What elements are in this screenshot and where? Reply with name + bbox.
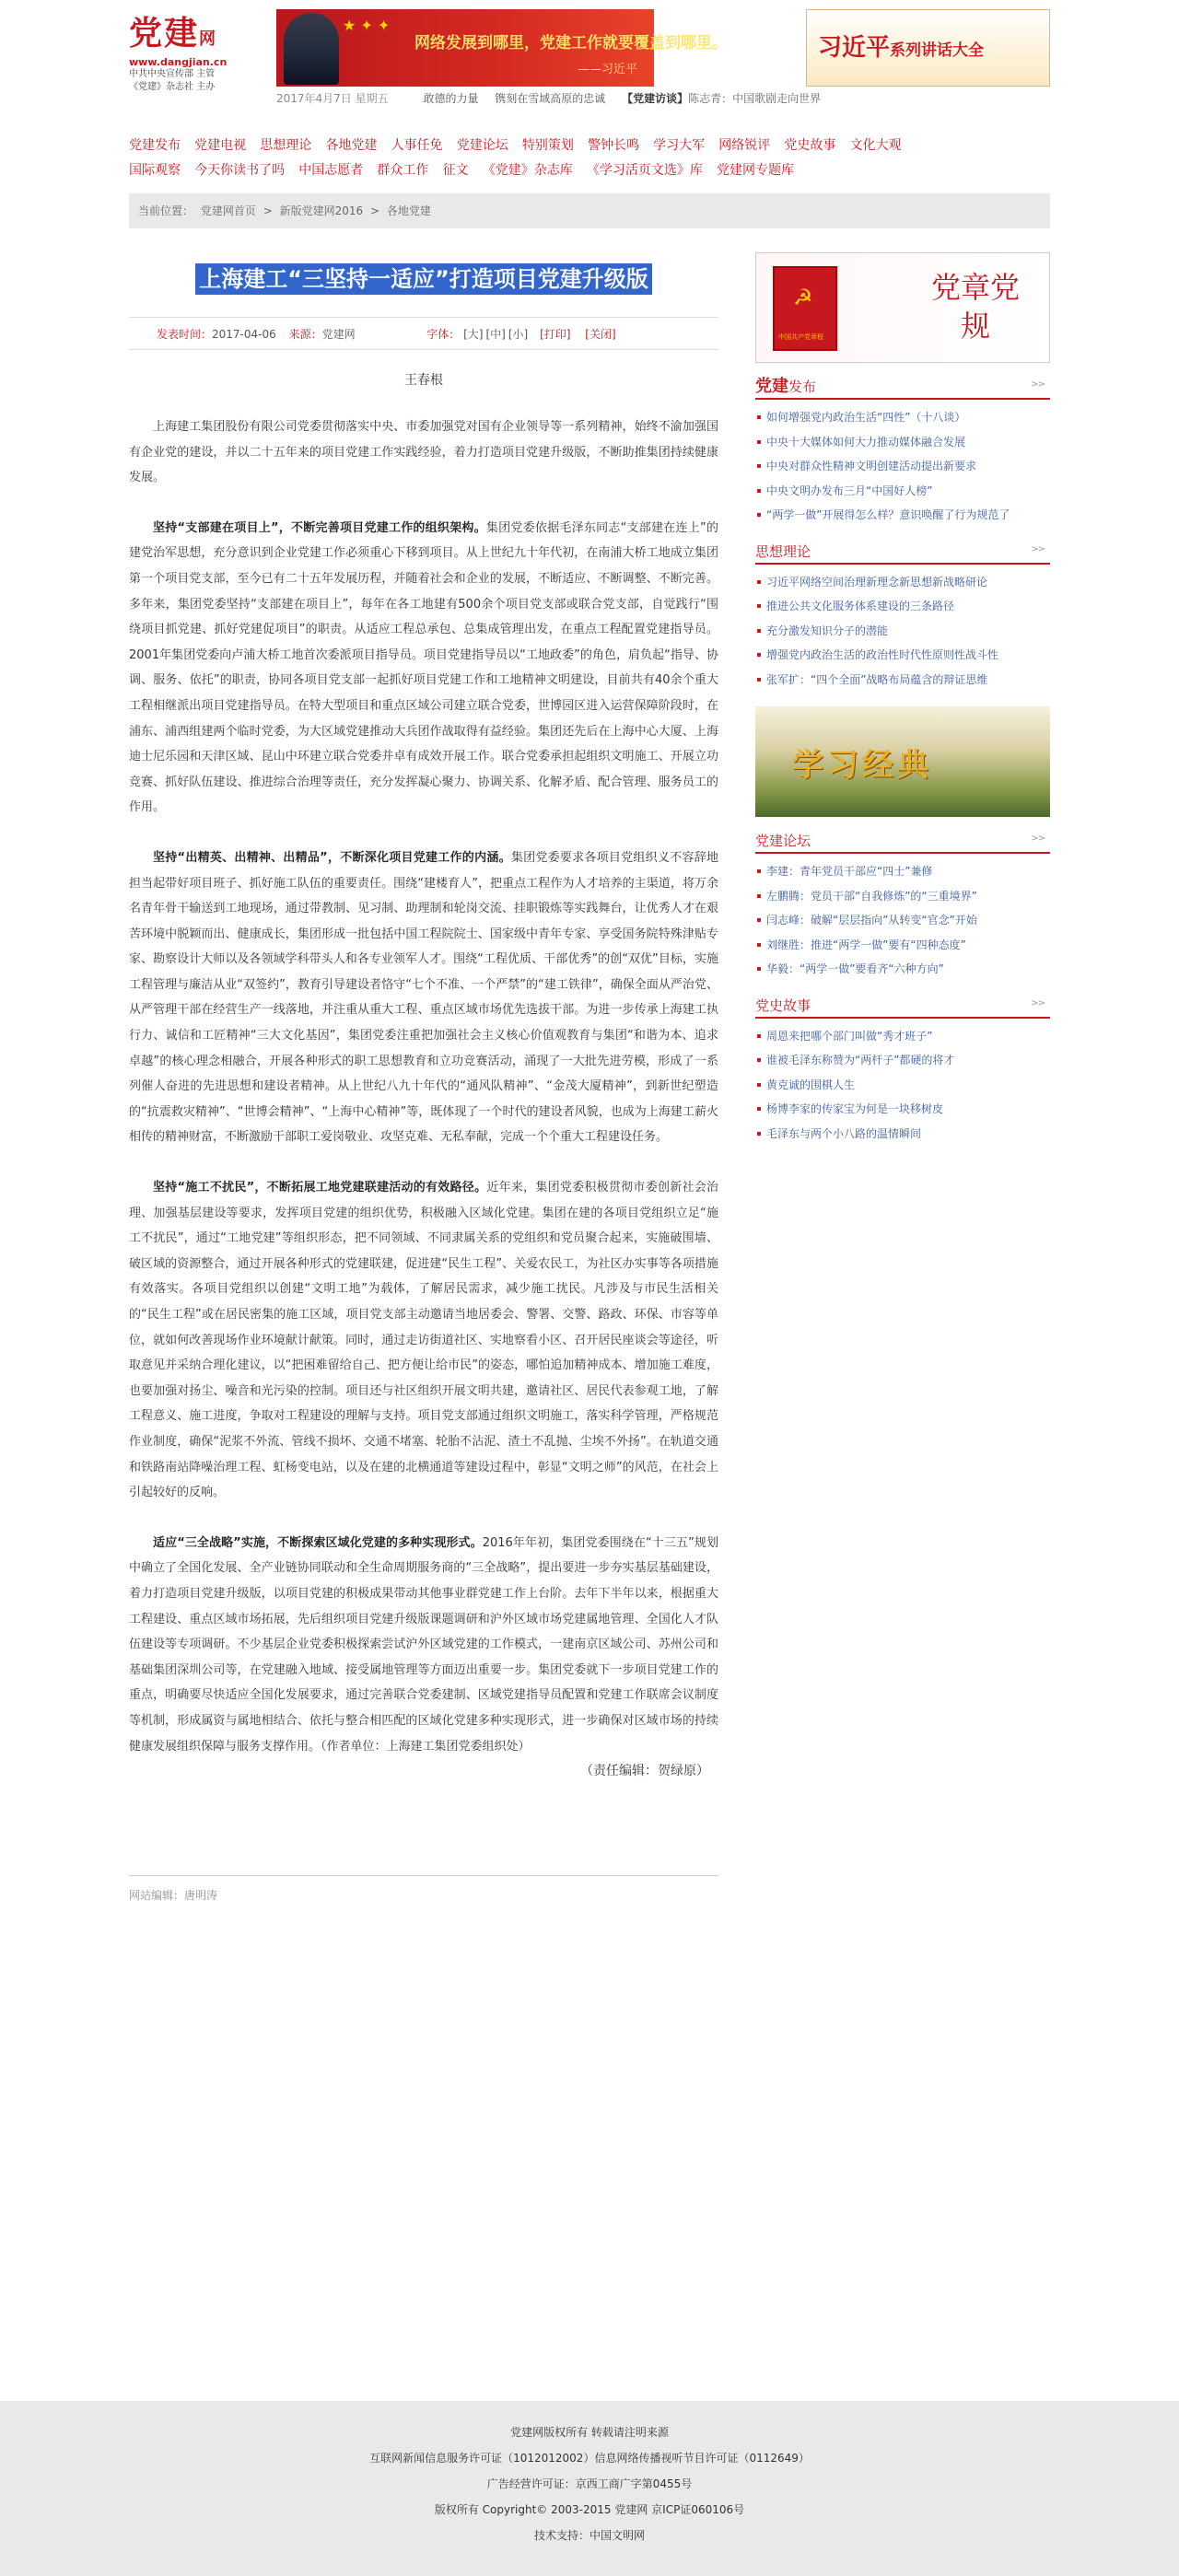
list-item[interactable]: 左鹏腾：党员干部“自我修炼”的“三重境界” xyxy=(755,884,1050,909)
breadcrumb-link-section[interactable]: 各地党建 xyxy=(386,204,431,217)
banner-signature: ——习近平 xyxy=(577,63,637,76)
article-meta xyxy=(129,317,718,350)
list-item[interactable]: 谁被毛泽东称赞为“两杆子”都硬的将才 xyxy=(755,1048,1050,1073)
sidebar xyxy=(755,241,1050,1146)
breadcrumb-link-home[interactable]: 党建网首页 xyxy=(200,204,256,217)
list-item[interactable]: 刘继胜：推进“两学一做”要有“四种态度” xyxy=(755,933,1050,958)
header-subbar xyxy=(276,90,1050,106)
nav-item[interactable]: 群众工作 xyxy=(377,163,429,178)
list-item[interactable]: 李建：青年党员干部应“四士”兼修 xyxy=(755,859,1050,884)
book-title: 中国共产党章程 xyxy=(778,333,823,341)
portrait-image xyxy=(284,13,339,85)
logo-org-line1: 中共中央宣传部 主管 xyxy=(129,69,216,79)
paragraph-lead: 坚持“出精英、出精神、出精品”，不断深化项目党建工作的内涵。 xyxy=(153,850,511,865)
party-constitution-book-icon xyxy=(773,266,837,351)
article-author: 王春根 xyxy=(404,373,443,388)
web-editor: 网站编辑：唐明涛 xyxy=(129,1875,718,1903)
nav-item[interactable]: 《学习活页文选》库 xyxy=(586,163,703,178)
current-date: 2017年4月7日 星期五 xyxy=(276,92,389,105)
list-item[interactable]: 闫志峰：破解“层层指向”从转变“官念”开始 xyxy=(755,908,1050,933)
nav-item[interactable]: 警钟长鸣 xyxy=(587,138,639,153)
breadcrumb-separator: > xyxy=(369,204,380,217)
footer-license: 互联网新闻信息服务许可证（1012012002）信息网络传播视听节目许可证（0112649） xyxy=(369,2452,810,2465)
ticker-item[interactable]: 敢德的力量 xyxy=(423,92,479,105)
sidebar-section-forum xyxy=(755,830,1050,982)
nav-item[interactable]: 党建发布 xyxy=(129,138,181,153)
article-paragraph: 坚持“支部建在项目上”，不断完善项目党建工作的组织架构。集团党委依据毛泽东同志“支部建在连上”的建党治军思想，充分意识到企业党建工作必须重心下移到项目。从上世纪九十年代初，在南浦大桥工地成立集团第一个项目党支部，至今已有二十五年发展历程，并随着社会和企业的发展，不断适应、不断调整、不断完善。多年来，集团党委坚持“支部建在项目上”，每年在各工地建有500余个项目党支部或联合党支部，自觉践行“围绕项目抓党建、抓好党建促项目”的职责。从适应工程总承包、总集成管理出发，在重点工程配置党建指导员。2001年集团党委向卢浦大桥工地首次委派项目指导员。项目党建指导员以“工地政委”的角色，肩负起“指导、协调、服务、依托”的职责，协同各项目党支部一起抓好项目党建工作和工地精神文明建设，目前共有40余个重大工程相继派出项目党建指导员。在特大型项目和重点区域公司建立联合党委，世博园区进入运营保障阶段时，在浦东、浦西组建两个临时党委，为大区域党建推动大兵团作战取得有益经验。集团还先后在上海中心大厦、上海迪士尼乐园和天津区域、昆山中环建立联合党委并卓有成效开展工作。联合党委承担起组织文明施工、开展立功竞赛、抓好队伍建设、推进综合治理等责任，充分发挥凝心聚力、协调关系、化解矛盾、配合管理、服务员工的作用。 xyxy=(129,520,718,815)
more-link[interactable]: >> xyxy=(1031,833,1045,844)
list-item[interactable]: 中央文明办发布三月“中国好人榜” xyxy=(755,479,1050,504)
nav-row-1 xyxy=(129,134,1050,159)
nav-row-2 xyxy=(129,159,1050,184)
banner-slogan: 网络发展到哪里，党建工作就要覆盖到哪里。 xyxy=(414,34,728,52)
article-paragraph: 适应“三全战略”实施，不断探索区域化党建的多种实现形式。2016年年初，集团党委围绕在“十三五”规划中确立了全国化发展、全产业链协同联动和全生命周期服务商的“三全战略”，提出要进一步夯实基层基础建设，着力打造项目党建升级版，以项目党建的积极成果带动其他事业群党建工作上台阶。去年下半年以来，根据重大工程建设、重点区域市场拓展，先后组织项目党建升级版课题调研和沪外区域市场党建属地管理、全国化人才队伍建设等专项调研。不少基层企业党委积极探索尝试沪外区域党建的工作模式，一建南京区域公司、苏州公司和基础集团深圳公司等，在党建融入地域、接受属地管理等方面迈出重要一步。集团党委就下一步项目党建工作的重点，明确要尽快适应全国化发展要求，通过完善联合党委建制、区域党建指导员配置和党建工作联席会议制度等机制，形成属资与属地相结合、依托与整合相匹配的区域化党建多种实现形式，进一步确保对区域市场的持续健康发展组织保障与服务支撑作用。（作者单位：上海建工集团党委组织处） xyxy=(129,1535,718,1754)
talk-label: 【党建访谈】 xyxy=(622,92,689,105)
list-item[interactable]: “两学一做”开展得怎么样？意识唤醒了行为规范了 xyxy=(755,503,1050,528)
breadcrumb-separator: > xyxy=(263,204,273,217)
party-rules-ad[interactable] xyxy=(755,252,1050,363)
print-button[interactable]: [打印] xyxy=(540,328,571,341)
banner2-title-a: 习近平 xyxy=(818,34,891,62)
list-item[interactable]: 推进公共文化服务体系建设的三条路径 xyxy=(755,594,1050,619)
nav-item[interactable]: 网络锐评 xyxy=(718,138,771,153)
nav-item[interactable]: 党史故事 xyxy=(784,138,836,153)
main-area xyxy=(129,241,1050,1903)
sidebar-section-release xyxy=(755,376,1050,528)
section-title: 发布 xyxy=(788,379,817,395)
paragraph-lead: 坚持“支部建在项目上”，不断完善项目党建工作的组织架构。 xyxy=(153,520,486,535)
list-item[interactable]: 黄克诚的围棋人生 xyxy=(755,1073,1050,1098)
font-small-button[interactable]: [小] xyxy=(508,328,529,341)
flag-stars-icon: ★ ✦ ✦ xyxy=(343,17,391,34)
nav-item[interactable]: 中国志愿者 xyxy=(298,163,364,178)
article-paragraph: 坚持“施工不扰民”，不断拓展工地党建联建活动的有效路径。近年来，集团党委积极贯彻市委创新社会治理、加强基层建设等要求，发挥项目党建的组织优势，积极融入区域化党建。集团在建的各项目党组织立足“施工不扰民”，通过“工地党建”等组织形态，把不同领域、不同隶属关系的党组织和党员聚合起来，实施破围墙、破区域的资源整合，通过开展各种形式的党建联建，促进建“民生工程”、关爱农民工，为社区办实事等各项措施有效落实。各项目党组织以创建“文明工地”为载体，了解居民需求，减少施工扰民。凡涉及与市民生活相关的“民生工程”或在居民密集的施工区域，项目党支部主动邀请当地居委会、警署、交警、路政、环保、市容等单位，就如何改善现场作业环境献计献策。同时，通过走访街道社区、实地察看小区、召开居民座谈会等途径，听取意见并采纳合理化建议，以“把困难留给自己、把方便让给市民”的姿态，哪怕追加精神成本、增加施工难度，也要加强对扬尘、噪音和光污染的控制。项目还与社区组织开展文明共建，邀请社区、居民代表参观工地，了解工程意义、施工进度，争取对工程建设的理解与支持。项目党支部通过组织文明施工，落实科学管理，严格规范作业制度，确保“泥浆不外流、管线不损坏、交通不堵塞、轮胎不沾泥、渣土不乱抛、尘埃不外扬”。在轨道交通和铁路南站降噪治理工程、虹杨变电站，以及在建的北横通道等建设过程中，彰显“文明之师”的风范，在社会上引起较好的反响。 xyxy=(129,1181,718,1500)
nav-item[interactable]: 人事任免 xyxy=(391,138,443,153)
party-rules-text: 党章党规 xyxy=(930,270,1020,344)
footer-ad-license: 广告经营许可证：京西工商广字第0455号 xyxy=(486,2477,693,2490)
study-classics-ad[interactable] xyxy=(755,706,1050,817)
list-item[interactable]: 充分激发知识分子的潜能 xyxy=(755,619,1050,644)
logo-org-line2: 《党建》杂志社 主办 xyxy=(129,82,216,92)
nav-item[interactable]: 国际观察 xyxy=(129,163,181,178)
list-item[interactable]: 如何增强党内政治生活“四性”（十八谈） xyxy=(755,405,1050,430)
footer-tech-support: 技术支持：中国文明网 xyxy=(533,2529,645,2542)
publish-time: 2017-04-06 xyxy=(212,328,276,341)
sidebar-section-theory xyxy=(755,541,1050,693)
nav-item[interactable]: 《党建》杂志库 xyxy=(482,163,573,178)
font-label: 字体： xyxy=(426,328,461,341)
breadcrumb-link-site[interactable]: 新版党建网2016 xyxy=(279,204,364,217)
logo-url: www.dangjian.cn xyxy=(129,56,228,68)
source-label: 来源： xyxy=(288,328,322,341)
nav-item[interactable]: 各地党建 xyxy=(325,138,378,153)
party-emblem-icon: ☭ xyxy=(793,285,813,310)
font-medium-button[interactable]: [中] xyxy=(485,328,506,341)
section-title: 党史故事 xyxy=(755,997,811,1014)
article-title: 上海建工“三坚持一适应”打造项目党建升级版 xyxy=(195,263,652,295)
nav-item[interactable]: 党建论坛 xyxy=(456,138,508,153)
talk-link[interactable]: 陈志青：中国歌剧走向世界 xyxy=(688,92,822,105)
section-title: 党建论坛 xyxy=(755,833,811,849)
nav-item[interactable]: 今天你读书了吗 xyxy=(194,163,286,178)
list-item[interactable]: 华毅：“两学一做”要看齐“六种方向” xyxy=(755,957,1050,982)
study-classics-text: 学习经典 xyxy=(792,747,932,784)
more-link[interactable]: >> xyxy=(1031,997,1045,1008)
responsible-editor: （责任编辑：贺绿原） xyxy=(580,1764,709,1779)
list-item[interactable]: 张军扩：“四个全面”战略布局蕴含的辩证思维 xyxy=(755,668,1050,693)
sidebar-section-history xyxy=(755,995,1050,1147)
site-logo[interactable] xyxy=(129,7,258,104)
list-item[interactable]: 习近平网络空间治理新理念新思想新战略研论 xyxy=(755,570,1050,595)
list-item[interactable]: 中央对群众性精神文明创建活动提出新要求 xyxy=(755,454,1050,479)
article-source: 党建网 xyxy=(321,328,356,341)
nav-item[interactable]: 党建网专题库 xyxy=(716,163,794,178)
nav-item[interactable]: 思想理论 xyxy=(260,138,312,153)
article xyxy=(129,241,718,1903)
list-item[interactable]: 周恩来把哪个部门叫做“秀才班子” xyxy=(755,1024,1050,1049)
footer-copyright: 版权所有 Copyright© 2003-2015 党建网 京ICP证060106号 xyxy=(434,2503,745,2516)
list-item[interactable]: 增强党内政治生活的政治性时代性原则性战斗性 xyxy=(755,643,1050,668)
nav-item[interactable]: 党建电视 xyxy=(194,138,247,153)
article-paragraph: 上海建工集团股份有限公司党委贯彻落实中央、市委加强党对国有企业领导等一系列精神，始终不渝加强国有企业党的建设，并以二十五年来的项目党建工作实践经验，着力打造项目党建升级版，不断助推集团持续健康发展。 xyxy=(129,420,718,485)
font-large-button[interactable]: [大] xyxy=(463,328,484,341)
time-label: 发表时间： xyxy=(157,328,213,341)
paragraph-lead: 适应“三全战略”实施，不断探索区域化党建的多种实现形式。 xyxy=(153,1535,483,1550)
nav-item[interactable]: 征文 xyxy=(442,163,469,178)
banner2-title-b: 系列讲话大全 xyxy=(890,41,985,60)
speech-collection-banner[interactable] xyxy=(806,9,1050,87)
nav-item[interactable]: 学习大军 xyxy=(653,138,706,153)
site-header xyxy=(129,0,1050,105)
logo-text-sub: 网 xyxy=(199,29,218,49)
nav-item[interactable]: 特别策划 xyxy=(521,138,574,153)
close-button[interactable]: [关闭] xyxy=(585,328,616,341)
site-footer xyxy=(0,2401,1179,2576)
article-paragraph: 坚持“出精英、出精神、出精品”，不断深化项目党建工作的内涵。集团党委要求各项目党组织义不容辞地担当起带好项目班子、抓好施工队伍的重要责任。围绕“建楼育人”，把重点工程作为人才培养的主渠道，将万余名青年骨干输送到工地现场，通过带教制、见习制、助理制和轮岗交流、挂职锻炼等实践舞台，让优秀人才在艰苦环境中脱颖而出、健康成长，集团形成一批包括中国工程院院士、国家级中青年专家、享受国务院特殊津贴专家、勘察设计大师以及各领域学科带头人和各专业领军人才。围绕“工程优质、干部优秀”的创“双优”目标，实施工程管理与廉洁从业“双签约”，教育引导建设者恪守“七个不准、一个严禁”的“建工铁律”，确保全面从严治党、从严管理干部在经营生产一线落地，并注重从重大工程、重点区域市场优先选拔干部。为进一步传承上海建工执行力、诚信和工匠精神“三大文化基因”，集团党委注重把加强社会主义核心价值观教育与集团“和谐为本、追求卓越”的核心理念相融合，开展各种形式的职工思想教育和立功竞赛活动，涌现了一大批先进劳模，形成了一系列催人奋进的先进思想和建设者精神。从上世纪八九十年代的“通风队精神”、“金茂大厦精神”，到新世纪塑造的“抗震救灾精神”、“世博会精神”、“上海中心精神”等，既体现了一个时代的建设者风貌，也成为上海建工薪火相传的精神财富，不断激励干部职工爱岗敬业、攻坚克难、无私奉献，完成一个个重大工程建设任务。 xyxy=(129,850,718,1145)
more-link[interactable]: >> xyxy=(1031,543,1045,554)
breadcrumb xyxy=(129,193,1050,228)
footer-copyright-notice: 党建网版权所有 转载请注明来源 xyxy=(510,2426,669,2439)
breadcrumb-label: 当前位置： xyxy=(138,204,194,217)
logo-text: 党建 xyxy=(129,14,200,52)
main-nav xyxy=(129,134,1050,184)
paragraph-lead: 坚持“施工不扰民”，不断拓展工地党建联建活动的有效路径。 xyxy=(153,1181,487,1195)
nav-item[interactable]: 文化大观 xyxy=(849,138,902,153)
slogan-banner[interactable] xyxy=(276,9,728,87)
list-item[interactable]: 中央十大媒体如何大力推动媒体融合发展 xyxy=(755,430,1050,455)
section-title-a: 党建 xyxy=(755,377,788,396)
section-title: 思想理论 xyxy=(755,542,811,560)
ticker-item[interactable]: 镌刻在雪域高原的忠诚 xyxy=(495,92,606,105)
list-item[interactable]: 杨博李家的传家宝为何是一块移树皮 xyxy=(755,1097,1050,1122)
more-link[interactable]: >> xyxy=(1031,379,1045,390)
list-item[interactable]: 毛泽东与两个小八路的温情瞬间 xyxy=(755,1122,1050,1147)
